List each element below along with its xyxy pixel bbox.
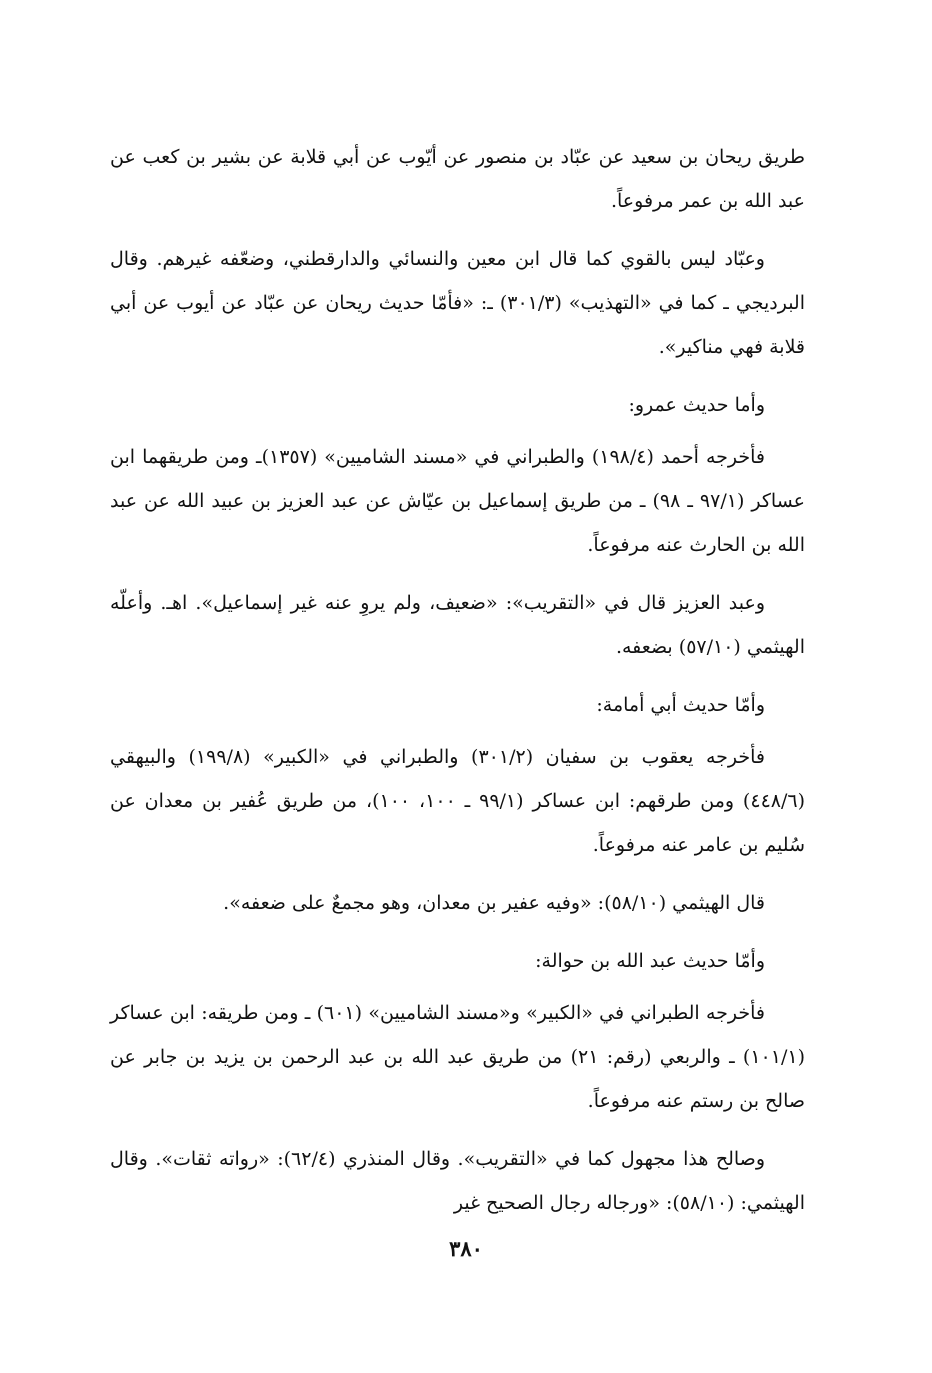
paragraph: وعبد العزيز قال في «التقريب»: «ضعيف، ولم يروِ عنه غير إسماعيل». اهـ. وأعلّه الهيثمي (٥٧/١٠) بضعفه. [110,592,805,658]
paragraph: وعبّاد ليس بالقوي كما قال ابن معين والنسائي والدارقطني، وضعّفه غيرهم. وقال البرديجي ـ كما في «التهذيب» (٣٠١/٣) ـ: «فأمّا حديث ريحان عن عبّاد عن أيوب عن أبي قلابة فهي مناكير». [110,248,805,358]
section-heading: وأما حديث عمرو: [628,394,765,416]
section-heading: وأمّا حديث أبي أمامة: [596,694,765,716]
paragraph: قال الهيثمي (٥٨/١٠): «وفيه عفير بن معدان، وهو مجمعٌ على ضعفه». [223,892,765,914]
section-heading: وأمّا حديث عبد الله بن حوالة: [535,950,765,972]
page-number: ٣٨٠ [449,1236,483,1261]
paragraph: فأخرجه يعقوب بن سفيان (٣٠١/٢) والطبراني في «الكبير» (١٩٩/٨) والبيهقي (٤٤٨/٦) ومن طرقهم: ابن عساكر (٩٩/١ ـ ١٠٠، ١٠٠)، من طريق عُفير بن معدان عن سُليم بن عامر عنه مرفوعاً. [110,746,806,856]
page-body [110,135,805,1239]
paragraph: فأخرجه الطبراني في «الكبير» و«مسند الشاميين» (٦٠١) ـ ومن طريقه: ابن عساكر (١٠١/١) ـ والربعي (رقم: ٢١) من طريق عبد الله بن عبد الرحمن بن يزيد بن جابر عن صالح بن رستم عنه مرفوعاً. [110,1002,805,1112]
paragraph-continuation: طريق ريحان بن سعيد عن عبّاد بن منصور عن أيّوب عن أبي قلابة عن بشير بن كعب عن عبد الله بن عمر مرفوعاً. [110,146,805,212]
paragraph: فأخرجه أحمد (١٩٨/٤) والطبراني في «مسند الشاميين» (١٣٥٧)ـ ومن طريقهما ابن عساكر (٩٧/١ ـ ٩٨) ـ من طريق إسماعيل بن عيّاش عن عبد العزيز بن عبيد الله عن عبد الله بن الحارث عنه مرفوعاً. [110,446,805,556]
paragraph: وصالح هذا مجهول كما في «التقريب». وقال المنذري (٦٢/٤): «رواته ثقات». وقال الهيثمي: (٥٨/١٠): «ورجاله رجال الصحيح غير [110,1148,805,1214]
